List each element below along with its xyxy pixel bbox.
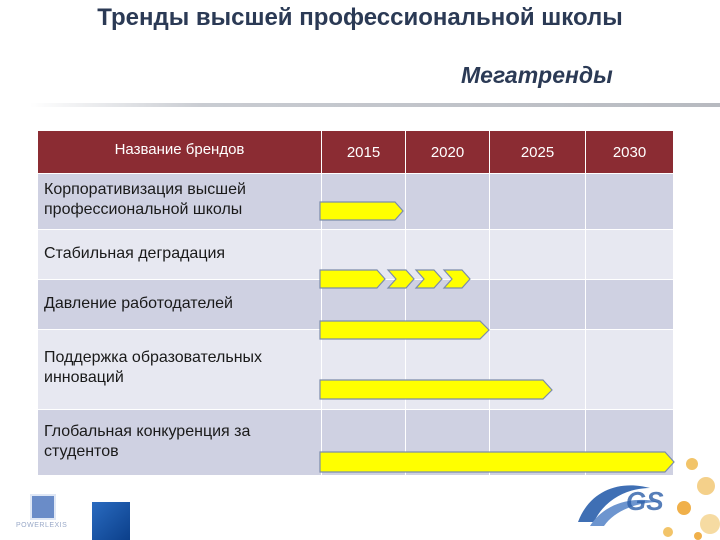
decor-dot-icon — [686, 458, 698, 470]
year-cell — [322, 330, 406, 410]
title-divider — [30, 103, 720, 107]
year-cell — [406, 330, 490, 410]
header-brand-name: Название брендов — [38, 131, 322, 174]
blue-square-decoration — [92, 502, 130, 540]
row-name: Давление работодателей — [38, 280, 322, 330]
header-year-2030: 2030 — [586, 131, 674, 174]
row-name: Поддержка образовательных инноваций — [38, 330, 322, 410]
row-name: Стабильная деградация — [38, 230, 322, 280]
year-cell — [406, 174, 490, 230]
slide-subtitle: Мегатренды — [461, 62, 613, 88]
logo-text: POWERLEXIS — [16, 522, 68, 529]
year-cell — [586, 330, 674, 410]
table-row — [38, 230, 674, 280]
decor-dot-icon — [700, 514, 720, 534]
header-year-2025: 2025 — [490, 131, 586, 174]
corner-decoration — [560, 450, 720, 540]
year-cell — [586, 280, 674, 330]
brand-glyph-icon: GS — [626, 486, 664, 516]
year-cell — [490, 280, 586, 330]
table-row — [38, 174, 674, 230]
year-cell — [406, 230, 490, 280]
decor-dot-icon — [663, 527, 673, 537]
year-cell — [406, 410, 490, 476]
year-cell — [406, 280, 490, 330]
header-year-2015: 2015 — [322, 131, 406, 174]
megatrends-table-wrap — [37, 130, 674, 476]
decor-dot-icon — [697, 477, 715, 495]
slide-title: Тренды высшей профессиональной школы — [97, 4, 623, 31]
decor-dot-icon — [677, 501, 691, 515]
megatrends-table — [37, 130, 674, 476]
year-cell — [586, 230, 674, 280]
table-row — [38, 330, 674, 410]
decor-dot-icon — [694, 532, 702, 540]
header-year-2020: 2020 — [406, 131, 490, 174]
year-cell — [322, 230, 406, 280]
year-cell — [322, 174, 406, 230]
logo-square-icon — [30, 494, 56, 520]
row-name: Корпоративизация высшей профессиональной школы — [38, 174, 322, 230]
row-name: Глобальная конкуренция за студентов — [38, 410, 322, 476]
year-cell — [490, 230, 586, 280]
table-header-row — [38, 131, 674, 174]
year-cell — [322, 410, 406, 476]
table-row — [38, 280, 674, 330]
year-cell — [586, 174, 674, 230]
powerlexis-logo — [2, 490, 70, 536]
year-cell — [490, 330, 586, 410]
year-cell — [490, 174, 586, 230]
year-cell — [322, 280, 406, 330]
